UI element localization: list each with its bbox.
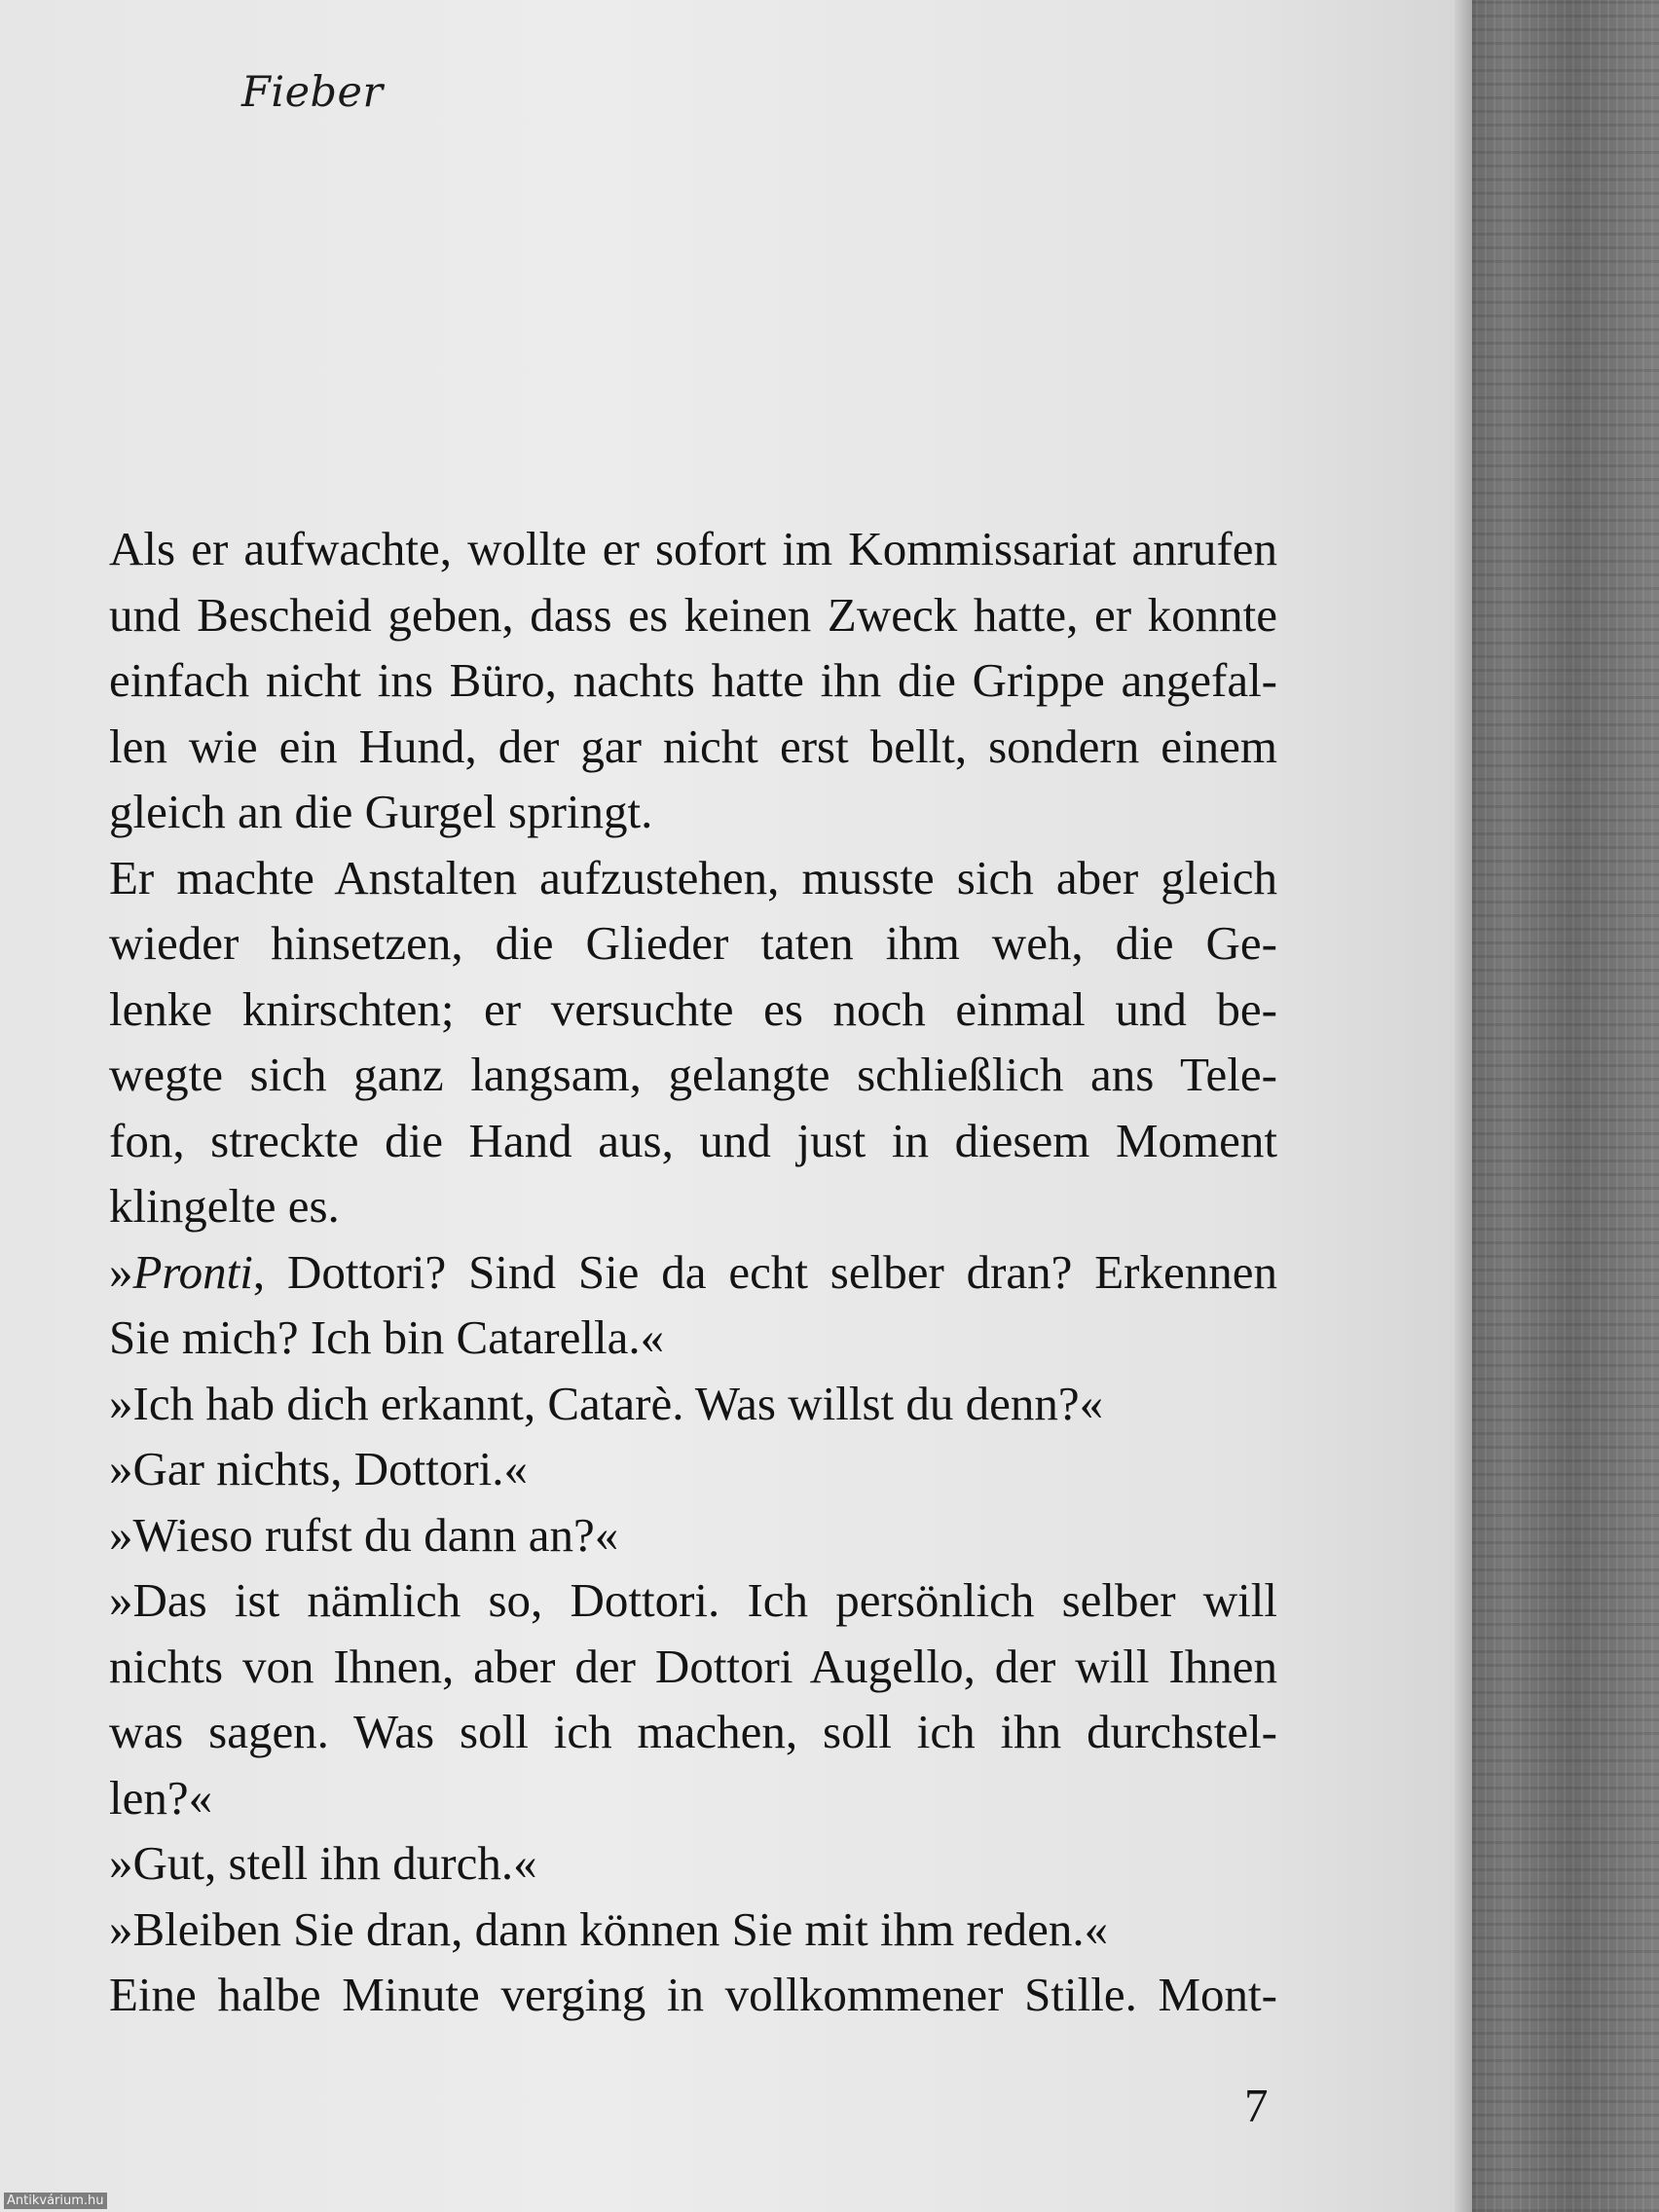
text-line (109, 1830, 1277, 1897)
line-text: nichts von Ihnen, aber der Dottori Augello, der will Ihnen (109, 1639, 1277, 1693)
text-line (109, 910, 1277, 977)
line-text: klingelte es. (109, 1179, 340, 1233)
line-text: wieder hinsetzen, die Glieder taten ihm weh, die Ge- (109, 916, 1277, 970)
line-text: gleich an die Gurgel springt. (109, 785, 653, 838)
italic-word: Pronti (132, 1244, 253, 1299)
line-text: was sagen. Was soll ich machen, soll ich ihn durchstel- (109, 1705, 1277, 1758)
text-line (109, 977, 1277, 1043)
line-text: len?« (109, 1770, 213, 1825)
text-line (109, 779, 1277, 845)
line-text: lenke knirschten; er versuchte es noch einmal und be- (109, 981, 1277, 1036)
text-line (109, 1371, 1277, 1437)
line-text: und Bescheid geben, dass es keinen Zweck hatte, er konnte (109, 587, 1277, 642)
line-text: len wie ein Hund, der gar nicht erst bellt, sondern einem (109, 719, 1277, 773)
watermark: Antikvárium.hu (4, 2193, 107, 2209)
text-line (109, 1042, 1277, 1108)
text-line (109, 647, 1277, 714)
line-text: »Wieso rufst du dann an?« (109, 1507, 619, 1562)
page-edge (1455, 0, 1472, 2212)
text-line (109, 1502, 1277, 1568)
text-line (109, 1897, 1277, 1963)
text-line (109, 845, 1277, 911)
body-text (109, 516, 1277, 2028)
page-number: 7 (1244, 2079, 1269, 2132)
line-text: »Bleiben Sie dran, dann können Sie mit ihm reden.« (109, 1901, 1109, 1956)
text-line (109, 582, 1277, 648)
text-line (109, 1962, 1277, 2028)
text-line (109, 1567, 1277, 1634)
text-line (109, 1239, 1277, 1306)
line-text: Er machte Anstalten aufzustehen, musste sich aber gleich (109, 850, 1277, 904)
line-text: »Gar nichts, Dottori.« (109, 1442, 529, 1495)
line-text: fon, streckte die Hand aus, und just in diesem Moment (109, 1113, 1277, 1167)
line-text: , Dottori? Sind Sie da echt selber dran? Erkennen (252, 1244, 1277, 1299)
text-line (109, 1699, 1277, 1765)
line-text: einfach nicht ins Büro, nachts hatte ihn die Grippe angefal- (109, 653, 1277, 707)
line-text: Als er aufwachte, wollte er sofort im Kommissariat anrufen (109, 522, 1277, 575)
text-line (109, 1765, 1277, 1831)
line-text: Eine halbe Minute verging in vollkommener Stille. Mont- (109, 1968, 1277, 2021)
line-text: »Gut, stell ihn durch.« (109, 1836, 537, 1890)
text-line (109, 1436, 1277, 1502)
quote-mark: » (109, 1244, 133, 1299)
running-header: Fieber (241, 68, 384, 117)
background-surface (1441, 0, 1659, 2212)
text-line (109, 714, 1277, 780)
line-text: »Das ist nämlich so, Dottori. Ich persönlich selber will (109, 1573, 1277, 1627)
line-text: »Ich hab dich erkannt, Catarè. Was willst du denn?« (109, 1376, 1104, 1430)
line-text: Sie mich? Ich bin Catarella.« (109, 1310, 665, 1364)
line-text: wegte sich ganz langsam, gelangte schließlich ans Tele- (109, 1048, 1277, 1101)
text-line (109, 1108, 1277, 1174)
text-line (109, 1305, 1277, 1371)
text-line (109, 516, 1277, 582)
text-line (109, 1634, 1277, 1700)
text-line (109, 1173, 1277, 1239)
